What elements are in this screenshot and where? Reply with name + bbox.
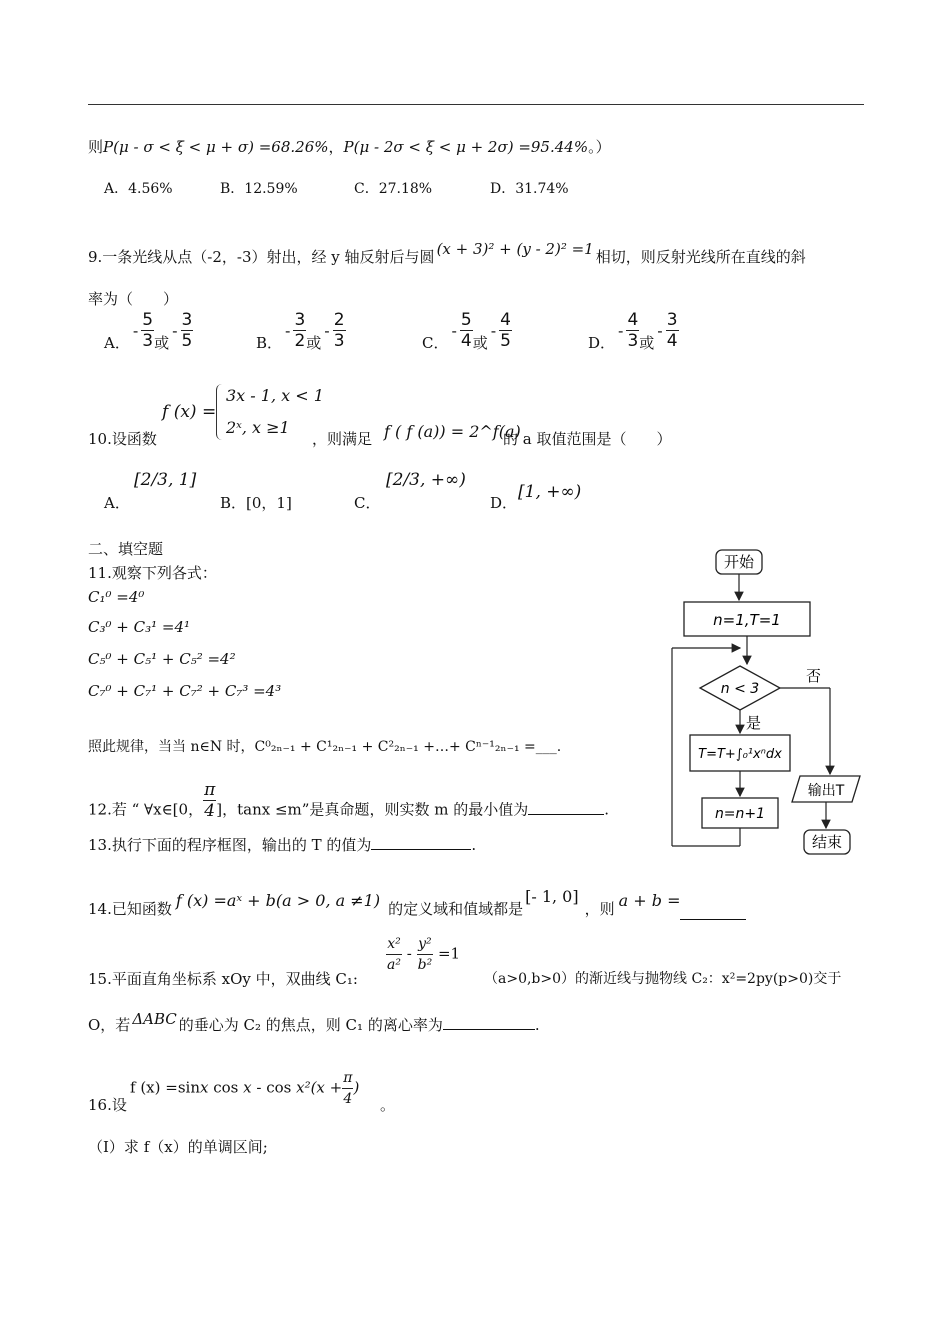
- flow-output-label: 输出T: [807, 783, 845, 799]
- flow-end-label: 结束: [811, 833, 843, 851]
- q14-text-a: 14.已知函数: [88, 900, 172, 918]
- or-word: 或: [306, 334, 322, 352]
- numerator: 2: [333, 310, 345, 330]
- flow-start-label: 开始: [723, 553, 755, 571]
- numerator: 3: [666, 310, 678, 330]
- denominator: 4: [666, 331, 678, 351]
- numerator: 5: [142, 310, 154, 330]
- q10-suffix: 的 a 取值范围是（ ）: [503, 430, 672, 448]
- q11-line-4: C₇⁰ + C₇¹ + C₇² + C₇³ =4³: [88, 682, 282, 700]
- q14-answer-blank[interactable]: [680, 907, 746, 920]
- q11-line-3: C₅⁰ + C₅¹ + C₅² =4²: [88, 650, 236, 668]
- q15-line2: [88, 1010, 540, 1035]
- q8-comma: ，: [328, 138, 344, 156]
- denominator: 3: [333, 331, 345, 351]
- denominator: 5: [181, 331, 193, 351]
- flow-cond-label: n < 3: [720, 681, 760, 697]
- q10-fx: [162, 402, 216, 422]
- q15-triangle: ΔABC: [132, 1010, 177, 1028]
- q14-text-b: 的定义域和值域都是: [388, 900, 524, 918]
- denominator: 3: [627, 331, 639, 351]
- q11-line-2: C₃⁰ + C₃¹ =4¹: [88, 618, 191, 636]
- q10-option-b: B．[0，1]: [220, 494, 292, 512]
- q9-line1: [88, 240, 806, 267]
- q10-brace: [216, 384, 225, 440]
- flow-body-label: T=T+∫₀¹xⁿdx: [698, 747, 782, 762]
- option-label: C．: [422, 334, 449, 352]
- or-word: 或: [154, 334, 170, 352]
- q16-prefix: 16.设: [88, 1096, 127, 1114]
- q10-option-c-label: C．: [354, 494, 381, 512]
- flowchart: [660, 540, 870, 860]
- q16-formula: f (x) =sinx cos x - cos x²(x + $\frac{\pi}{4}$ ): [130, 1070, 360, 1107]
- q10-prefix: 10.设函数: [88, 430, 157, 448]
- q15-line2-a: O，若: [88, 1016, 131, 1034]
- q14-ab: a + b =: [618, 891, 681, 910]
- q10-case2: 2ˣ, x ≥1: [226, 418, 290, 437]
- q8-option-a: A．4.56%: [104, 181, 173, 197]
- q10-option-d-label: D．: [490, 494, 518, 512]
- q12-answer-blank[interactable]: [528, 802, 604, 815]
- q12-end: .: [604, 800, 609, 819]
- or-word: 或: [472, 334, 488, 352]
- flow-incr-label: n=n+1: [714, 806, 766, 822]
- q15-hyperbola: $\frac{\text{x²}}{\text{a²}}$ - $\frac{\text{y²}}{\text{b²}}$ =1: [387, 936, 461, 973]
- numerator: π: [204, 780, 216, 800]
- q9-option-a: A．- $\frac{5}{3}$ 或- $\frac{3}{5}$: [104, 310, 193, 352]
- q10-option-a-label: A．: [104, 494, 130, 512]
- q12-text-a: 12.若 “ ∀x∈[0，: [88, 800, 204, 819]
- q14-interval: [- 1, 0]: [525, 887, 579, 906]
- numerator: 3: [294, 310, 306, 330]
- q9-options: [104, 310, 824, 360]
- q8-prefix: 则: [88, 138, 104, 156]
- q9-option-d: D．- $\frac{4}{3}$ 或- $\frac{3}{4}$: [588, 310, 678, 352]
- q12-line: [88, 780, 609, 831]
- q16-end: 。: [380, 1096, 396, 1114]
- q9-line2: 率为（ ）: [88, 290, 179, 308]
- flow-yes-label: 是: [746, 714, 762, 732]
- numerator: 4: [627, 310, 639, 330]
- q14-line: [88, 887, 746, 918]
- q13-text: 13.执行下面的程序框图，输出的 T 的值为: [88, 836, 372, 854]
- q15-line2-b: 的垂心为 C₂ 的焦点，则 C₁ 的离心率为: [178, 1016, 443, 1034]
- flow-init-label: n=1,T=1: [713, 611, 781, 629]
- q11-line-1: C₁⁰ =4⁰: [88, 588, 145, 606]
- q8-option-b: B．12.59%: [220, 181, 298, 197]
- q10-option-d: [1, +∞): [518, 482, 582, 502]
- numerator: 3: [181, 310, 193, 330]
- denominator: 4: [460, 331, 472, 351]
- q13-line: [88, 834, 476, 855]
- q8-formula2: P(μ - 2σ < ξ < μ + 2σ) =95.44%: [343, 138, 589, 156]
- q8-option-c: C．27.18%: [354, 181, 433, 197]
- q9-option-c: C．- $\frac{5}{4}$ 或- $\frac{4}{5}$: [422, 310, 511, 352]
- q9-text-a: 9.一条光线从点（-2，-3）射出，经 y 轴反射后与圆: [88, 248, 435, 266]
- top-rule: [88, 104, 864, 105]
- q12-text-b: ]，tanx ≤m”是真命题，则实数 m 的最小值为: [216, 800, 529, 819]
- q13-answer-blank[interactable]: [371, 837, 471, 850]
- q14-text-c: ，则: [584, 900, 615, 918]
- flow-no-label: 否: [806, 667, 822, 685]
- q8-formula1: P(μ - σ < ξ < μ + σ) =68.26%: [103, 138, 329, 156]
- q11-title: 11.观察下列各式：: [88, 564, 217, 582]
- denominator: 5: [500, 331, 511, 351]
- section-title: 二、填空题: [88, 540, 164, 558]
- q14-formula: f (x) =aˣ + b(a > 0, a ≠1): [175, 891, 381, 910]
- option-label: A．: [104, 334, 130, 352]
- or-word: 或: [639, 334, 655, 352]
- numerator: 5: [460, 310, 472, 330]
- q15-text-a: 15.平面直角坐标系 xOy 中，双曲线 C₁:: [88, 970, 358, 988]
- q9-option-b: B．- $\frac{3}{2}$ 或- $\frac{2}{3}$: [256, 310, 345, 352]
- q8-options: [104, 178, 804, 198]
- option-label: D．: [588, 334, 616, 352]
- q8-line: [88, 136, 611, 157]
- q9-text-b: 相切，则反射光线所在直线的斜: [595, 248, 806, 266]
- numerator: 4: [500, 310, 511, 330]
- denominator: 4: [204, 801, 216, 821]
- q10-middle: ，则满足: [312, 430, 373, 448]
- option-label: B．: [256, 334, 283, 352]
- q9-circle: (x + 3)² + (y - 2)² =1: [436, 240, 594, 258]
- q16-part1: （Ⅰ）求 f（x）的单调区间;: [88, 1138, 268, 1156]
- q10-cond: f ( f (a)) = 2^f(a): [384, 422, 521, 441]
- q11-rule: 照此规律，当当 n∈N 时，C⁰₂ₙ₋₁ + C¹₂ₙ₋₁ + C²₂ₙ₋₁ +…+ Cⁿ⁻¹₂ₙ₋₁ =___.: [88, 739, 562, 755]
- q15-answer-blank[interactable]: [443, 1017, 535, 1030]
- q13-end: .: [471, 836, 477, 854]
- q15-text-b: （a>0,b>0）的渐近线与抛物线 C₂：x²=2py(p>0)交于: [484, 971, 842, 987]
- denominator: 3: [142, 331, 154, 351]
- q10-case1: 3x - 1, x < 1: [226, 386, 324, 405]
- q10-option-a: [2/3, 1]: [134, 470, 197, 490]
- q10-option-c: [2/3, +∞): [386, 470, 466, 490]
- q8-suffix: 。）: [588, 138, 611, 156]
- q15-end: .: [534, 1016, 540, 1034]
- q10-fx-label: f (x) =: [162, 402, 217, 422]
- denominator: 2: [294, 331, 306, 351]
- q10-options: [104, 462, 664, 512]
- q8-option-d: D．31.74%: [490, 181, 569, 197]
